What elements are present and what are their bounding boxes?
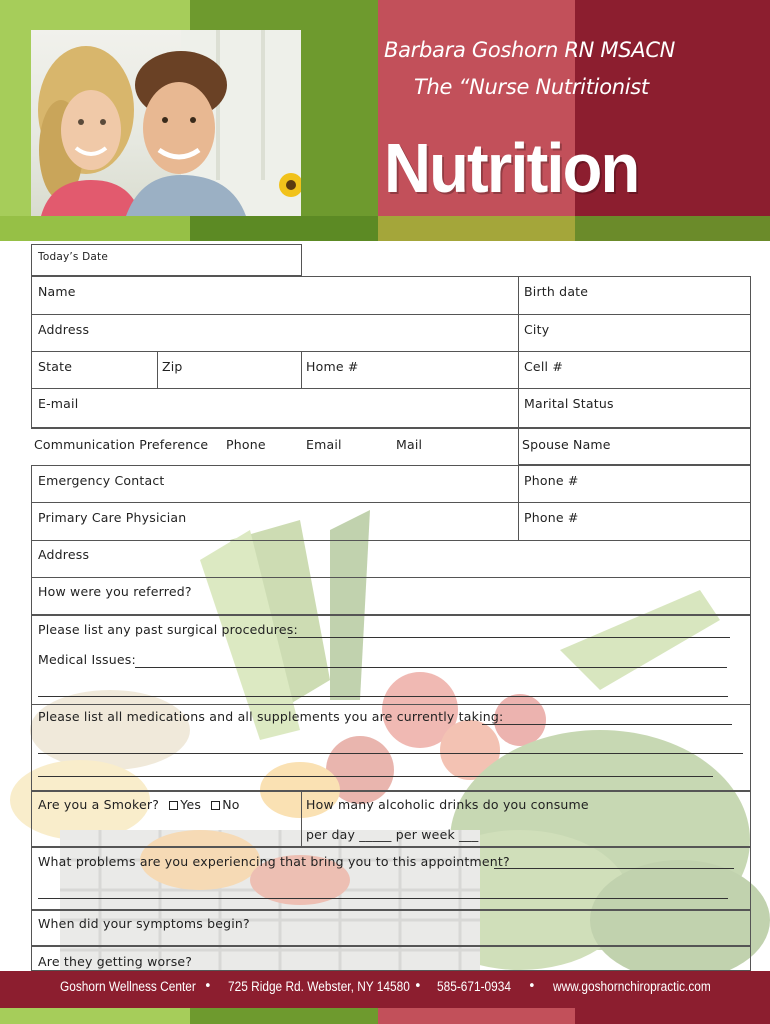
medications-line-3[interactable] [38,776,713,777]
surgical-procedures-line[interactable] [288,637,730,638]
getting-worse-label: Are they getting worse? [38,954,193,969]
spouse-name-label: Spouse Name [522,437,611,452]
email-field-label[interactable]: E-mail [38,396,79,411]
footer-center-name: Goshorn Wellness Center [60,979,196,994]
alcohol-question-label: How many alcoholic drinks do you consume [306,797,589,812]
alcohol-amount-field[interactable]: per day _____ per week ___ [306,827,479,842]
footer-separator: • [204,979,212,994]
medications-line-2[interactable] [38,753,743,754]
medical-history-block [31,615,751,791]
footer-website-link[interactable]: www.goshornchiropractic.com [553,979,711,994]
footer-separator: • [414,979,422,994]
primary-care-physician-field-label[interactable]: Primary Care Physician [38,510,187,525]
birth-date-field-label[interactable]: Birth date [524,284,589,299]
page-title: Nutrition [384,129,639,207]
emergency-contact-field-label[interactable]: Emergency Contact [38,473,165,488]
name-field-label[interactable]: Name [38,284,76,299]
smoker-no-checkbox[interactable] [211,801,220,810]
medications-label: Please list all medications and all supplements you are currently taking: [38,709,504,724]
communication-preference-label: Communication Preference [34,437,209,452]
problems-line[interactable] [494,868,734,869]
city-field-label[interactable]: City [524,322,550,337]
problems-line-2[interactable] [38,898,728,899]
smoker-yes-label: Yes [180,797,202,812]
footer-bar [0,971,770,1008]
communication-email-option[interactable]: Email [306,437,342,452]
footer-bottom-strip [0,1008,770,1024]
footer-phone: 585-671-0934 [437,979,511,994]
medical-issues-label: Medical Issues: [38,652,136,667]
communication-phone-option[interactable]: Phone [226,437,266,452]
zip-field-label[interactable]: Zip [162,359,183,374]
state-field-label[interactable]: State [38,359,73,374]
todays-date-label: Today’s Date [38,251,109,263]
footer-address: 725 Ridge Rd. Webster, NY 14580 [228,979,410,994]
author-name: Barbara Goshorn RN MSACN [384,38,676,62]
referred-field-label[interactable]: How were you referred? [38,584,192,599]
marital-status-field-label[interactable]: Marital Status [524,396,614,411]
communication-mail-option[interactable]: Mail [396,437,423,452]
symptoms-begin-label: When did your symptoms begin? [38,916,250,931]
problems-label: What problems are you experiencing that bring you to this appointment? [38,854,510,869]
personal-info-grid [31,276,751,428]
medical-issues-line[interactable] [135,667,727,668]
smoker-question [38,797,240,812]
address-field-label[interactable]: Address [38,322,90,337]
physician-phone-field-label[interactable]: Phone # [524,510,579,525]
tagline: The “Nurse Nutritionist [414,75,649,99]
home-phone-field-label[interactable]: Home # [306,359,359,374]
smoker-label: Are you a Smoker? [38,797,160,812]
medical-issues-line-2[interactable] [38,696,728,697]
footer-separator: • [528,979,536,994]
surgical-procedures-label: Please list any past surgical procedures: [38,622,298,637]
cell-field-label[interactable]: Cell # [524,359,564,374]
emergency-phone-field-label[interactable]: Phone # [524,473,579,488]
physician-address-field-label[interactable]: Address [38,547,90,562]
medications-line[interactable] [482,724,732,725]
smoker-no-label: No [222,797,240,812]
smoker-yes-checkbox[interactable] [169,801,178,810]
